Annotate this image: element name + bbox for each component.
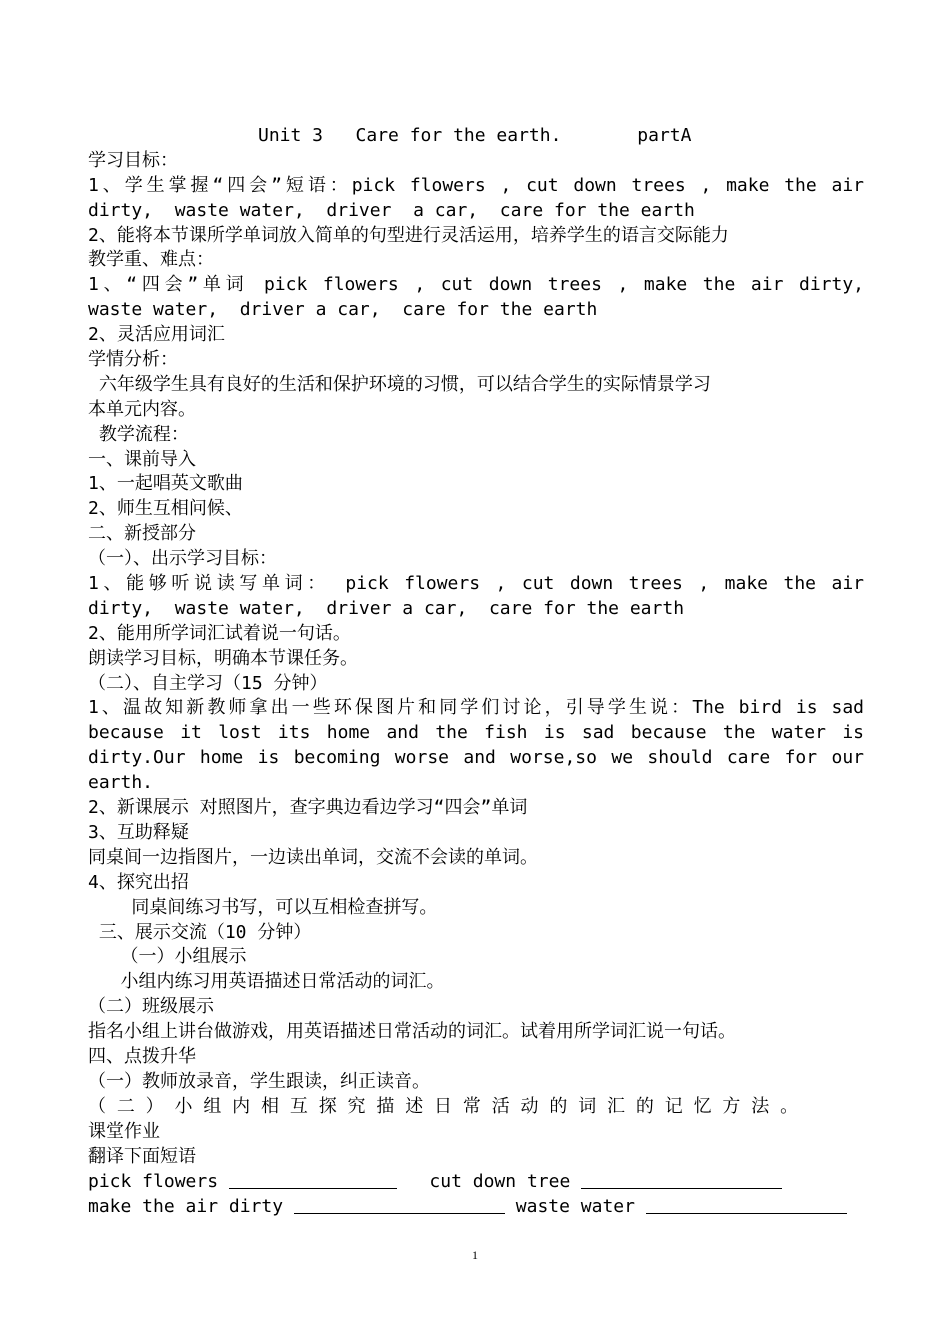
text-line: 小组内练习用英语描述日常活动的词汇。 xyxy=(88,971,445,993)
page-number: 1 xyxy=(472,1248,478,1262)
subsection-heading: （一）小组展示 xyxy=(88,946,247,968)
text-line: （一）教师放录音，学生跟读，纠正读音。 xyxy=(88,1070,430,1092)
text-line: 1、一起唱英文歌曲 xyxy=(88,473,243,495)
text-line: 六年级学生具有良好的生活和保护环境的习惯，可以结合学生的实际情景学习 xyxy=(88,373,711,395)
section-heading: 教学流程： xyxy=(88,423,189,445)
text-line: 1、学生掌握“四会”短语：pick flowers , cut down trees , make the air xyxy=(88,174,864,196)
exercise-phrase: cut down tree xyxy=(429,1171,571,1193)
answer-blank[interactable] xyxy=(646,1196,847,1214)
section-heading: 教学重、难点： xyxy=(88,249,214,271)
text-line: 1、温故知新教师拿出一些环保图片和同学们讨论，引导学生说：The bird is sad xyxy=(88,697,864,719)
answer-blank[interactable] xyxy=(229,1171,397,1189)
subsection-heading: （二）班级展示 xyxy=(88,996,214,1018)
text-line: 1、能够听说读写单词： pick flowers , cut down trees , make the air xyxy=(88,573,864,595)
text-line: 2、师生互相问候、 xyxy=(88,498,243,520)
exercise-row xyxy=(88,1169,864,1194)
text-line: dirty.Our home is becoming worse and worse,so we should care for our xyxy=(88,747,864,769)
section-heading: 二、新授部分 xyxy=(88,523,196,545)
text-line: 4、探究出招 xyxy=(88,871,189,893)
text-line: 2、新课展示 对照图片，查字典边看边学习“四会”单词 xyxy=(88,797,528,819)
exercise-phrase: pick flowers xyxy=(88,1171,219,1193)
document-title: Unit 3 Care for the earth. partA xyxy=(258,125,692,146)
exercise-phrase: waste water xyxy=(515,1196,635,1218)
text-line: 指名小组上讲台做游戏，用英语描述日常活动的词汇。试着用所学词汇说一句话。 xyxy=(88,1021,736,1043)
subsection-heading: （二）、自主学习（15 分钟） xyxy=(88,672,328,694)
text-line: 同桌间一边指图片，一边读出单词，交流不会读的单词。 xyxy=(88,846,538,868)
text-line: 同桌间练习书写，可以互相检查拼写。 xyxy=(88,896,438,918)
exercise-row xyxy=(88,1194,864,1219)
text-line: because it lost its home and the fish is sad because the water is xyxy=(88,722,864,744)
section-heading: 三、展示交流（10 分钟） xyxy=(88,921,312,943)
text-line: 翻译下面短语 xyxy=(88,1145,196,1167)
document-page xyxy=(88,124,864,1219)
exercise-phrase: make the air dirty xyxy=(88,1196,284,1218)
text-line: dirty, waste water, driver a car, care for the earth xyxy=(88,199,695,221)
text-line: 朗读学习目标，明确本节课任务。 xyxy=(88,647,358,669)
text-line: 2、能用所学词汇试着说一句话。 xyxy=(88,622,351,644)
section-heading: 课堂作业 xyxy=(88,1120,160,1142)
text-line: dirty, waste water, driver a car, care for the earth xyxy=(88,597,685,619)
section-heading: 一、课前导入 xyxy=(88,448,196,470)
text-line: 本单元内容。 xyxy=(88,398,196,420)
text-line: 3、互助释疑 xyxy=(88,821,189,843)
text-line: 2、能将本节课所学单词放入简单的句型进行灵活运用，培养学生的语言交际能力 xyxy=(88,224,729,246)
text-line: （ 二 ） 小 组 内 相 互 探 究 描 述 日 常 活 动 的 词 汇 的 记 忆 方 法 。 xyxy=(88,1095,799,1117)
text-line: 1、“四会”单词 pick flowers , cut down trees , make the air dirty, xyxy=(88,274,864,296)
answer-blank[interactable] xyxy=(294,1196,505,1214)
text-line: waste water, driver a car, care for the earth xyxy=(88,299,598,321)
subsection-heading: （一）、出示学习目标： xyxy=(88,548,277,570)
text-line: earth. xyxy=(88,772,154,794)
section-heading: 四、点拨升华 xyxy=(88,1045,196,1067)
section-heading: 学情分析： xyxy=(88,349,178,371)
answer-blank[interactable] xyxy=(581,1171,782,1189)
text-line: 2、灵活应用词汇 xyxy=(88,324,225,346)
section-heading: 学习目标： xyxy=(88,149,178,171)
